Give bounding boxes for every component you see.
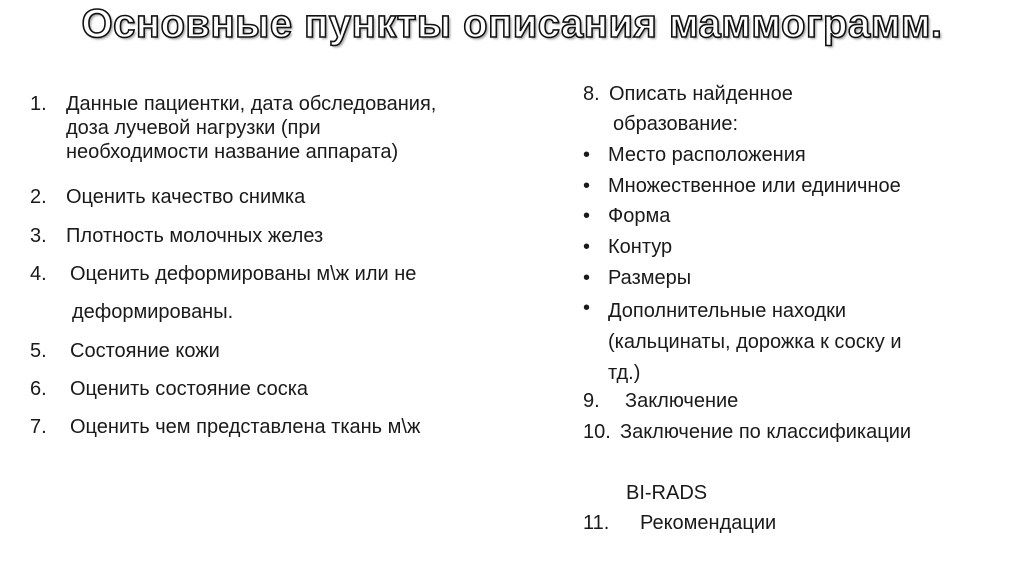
bullet-text: Форма [608, 205, 671, 227]
bullet-text: Множественное или единичное [608, 175, 901, 197]
list-number: 2. [30, 186, 47, 208]
list-item-line: образование: [613, 113, 739, 135]
bullet-line: (кальцинаты, дорожка к соску и [608, 331, 902, 353]
bullet-icon: • [583, 144, 591, 166]
list-item-line: необходимости название аппарата) [66, 141, 399, 163]
bullet-line: Дополнительные находки [608, 300, 847, 322]
list-item-line: доза лучевой нагрузки (при [66, 117, 321, 139]
list-item-line: Оценить деформированы м\ж или не [70, 263, 417, 285]
bullet-icon: • [583, 205, 591, 227]
slide-title: Основные пункты описания маммограмм. [81, 2, 943, 46]
list-number: 10. [583, 421, 611, 443]
list-item-text: Состояние кожи [70, 340, 220, 362]
list-number: 7. [30, 416, 47, 438]
bullet-icon: • [583, 236, 591, 258]
list-item-sub: BI-RADS [626, 482, 708, 504]
list-item-line: Описать найденное [609, 83, 793, 105]
list-item-text: Оценить состояние соска [70, 378, 309, 400]
list-number: 8. [583, 83, 600, 105]
bullet-text: Место расположения [608, 144, 806, 166]
list-item-text: Оценить чем представлена ткань м\ж [70, 416, 421, 438]
list-number: 6. [30, 378, 47, 400]
list-number: 1. [30, 93, 47, 115]
list-item-text [66, 92, 436, 164]
list-number: 3. [30, 225, 47, 247]
list-number: 5. [30, 340, 47, 362]
bullet-line: тд.) [608, 362, 641, 384]
list-number: 9. [583, 390, 600, 412]
list-item-text: Оценить качество снимка [66, 186, 306, 208]
bullet-text: Размеры [608, 267, 692, 289]
bullet-text [608, 296, 902, 389]
bullet-icon: • [583, 267, 591, 289]
list-item-line: Данные пациентки, дата обследования, [66, 93, 437, 115]
list-number: 4. [30, 263, 47, 285]
list-item-text: Заключение по классификации [620, 421, 912, 443]
bullet-icon: • [583, 175, 591, 197]
list-item-line: деформированы. [72, 301, 234, 323]
list-item-text: Заключение [625, 390, 739, 412]
list-number: 11. [583, 512, 610, 534]
bullet-icon: • [583, 297, 591, 319]
list-item-text: Рекомендации [640, 512, 777, 534]
list-item-text: Плотность молочных желез [66, 225, 324, 247]
bullet-text: Контур [608, 236, 673, 258]
